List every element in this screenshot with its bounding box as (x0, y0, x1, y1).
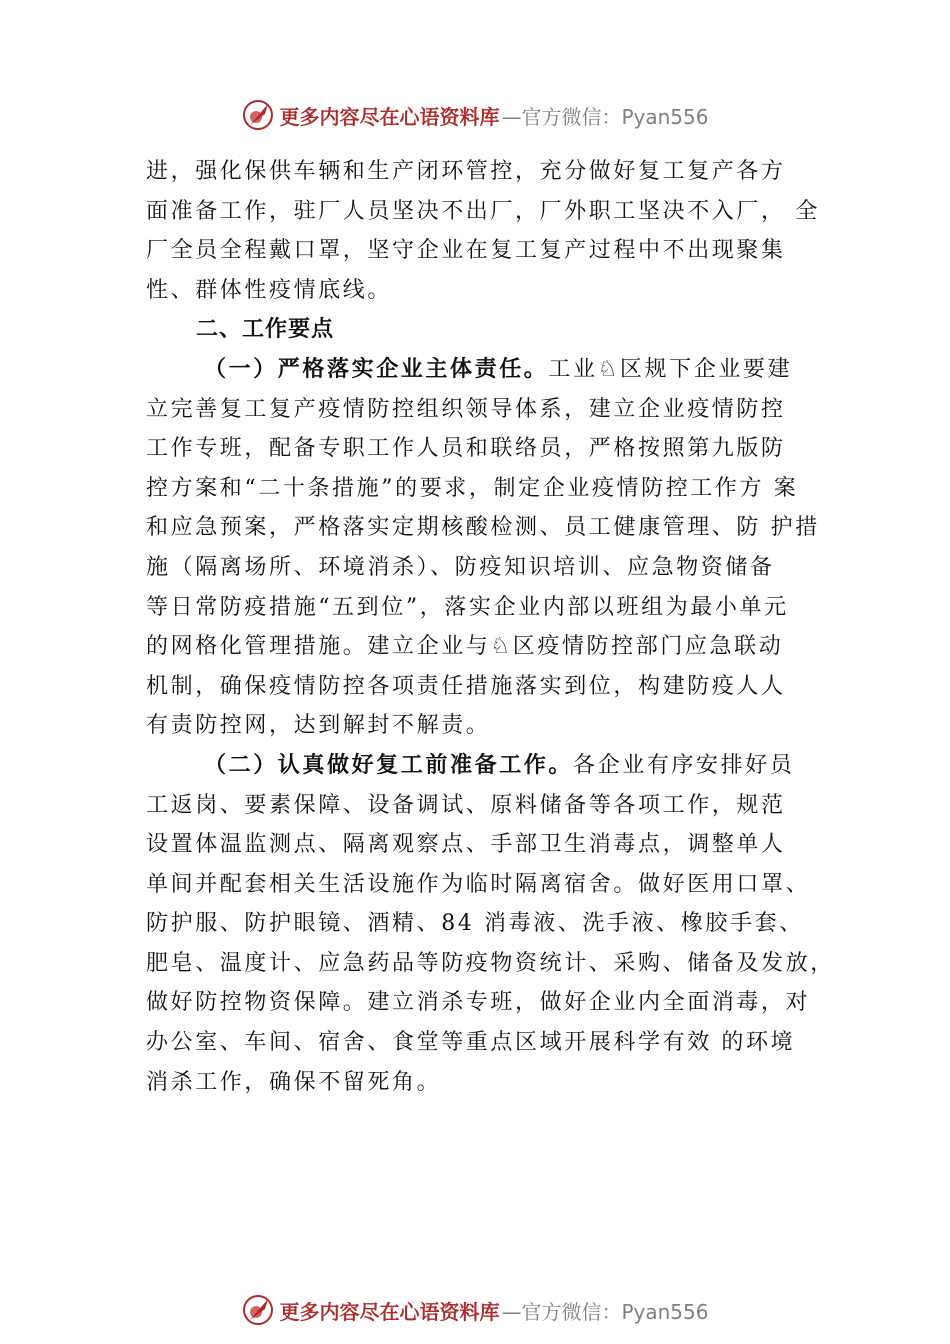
paragraph-line: 设置体温监测点、隔离观察点、手部卫生消毒点，调整单人 (146, 832, 786, 858)
paragraph-line: 控方案和“二十条措施”的要求，制定企业疫情防控工作方 案 (146, 475, 799, 501)
watermark-contact-text: —官方微信：Pyan556 (501, 1299, 709, 1324)
paragraph-line: 工返岗、要素保障、设备调试、原料储备等各项工作，规范 (146, 792, 786, 818)
paragraph-line: 机制，确保疫情防控各项责任措施落实到位，构建防疫人人 (146, 673, 786, 699)
footer-watermark (0, 1290, 950, 1330)
section-2-first-line-text: 各企业有序安排好员 (573, 752, 795, 778)
paragraph-line: 消杀工作，确保不留死角。 (146, 1069, 442, 1095)
section-1-title: （一）严格落实企业主体责任。 (204, 355, 549, 382)
paragraph-line: 肥皂、温度计、应急药品等防疫物资统计、采购、储备及发放， (146, 950, 835, 976)
paragraph-line: 办公室、车间、宿舍、食堂等重点区域开展科学有效 的环境 (146, 1030, 796, 1056)
paragraph-line: 面准备工作，驻厂人员坚决不出厂，厂外职工坚决不入厂， 全 (146, 198, 820, 224)
header-watermark (0, 95, 950, 135)
paragraph-line: 防护服、防护眼镜、酒精、84 消毒液、洗手液、橡胶手套、 (146, 911, 804, 937)
paragraph-line: 施（隔离场所、环境消杀）、防疫知识培训、应急物资储备 (146, 554, 775, 580)
document-body (146, 152, 835, 1102)
section-1-first-line (146, 350, 826, 390)
paragraph-line: 有责防控网，达到解封不解责。 (146, 713, 491, 739)
quill-logo-icon (241, 98, 275, 132)
quill-logo-icon (241, 1293, 275, 1327)
section-1-first-line-text: 工业♘区规下企业要建 (548, 356, 793, 382)
section-2-title: （二）认真做好复工前准备工作。 (204, 751, 574, 778)
section-2-first-line (146, 746, 826, 786)
watermark-brand-text: 更多内容尽在心语资料库 (279, 1299, 500, 1324)
paragraph-line: 厂全员全程戴口罩，坚守企业在复工复产过程中不出现聚集 (146, 238, 786, 264)
paragraph-line: 的网格化管理措施。建立企业与♘区疫情防控部门应急联动 (146, 634, 784, 660)
paragraph-line: 做好防控物资保障。建立消杀专班，做好企业内全面消毒，对 (146, 990, 811, 1016)
paragraph-line: 性、群体性疫情底线。 (146, 277, 393, 303)
watermark-contact-text: —官方微信：Pyan556 (501, 104, 709, 129)
watermark-brand-text: 更多内容尽在心语资料库 (279, 104, 500, 129)
paragraph-line: 和应急预案，严格落实定期核酸检测、员工健康管理、防 护措 (146, 515, 820, 541)
section-heading: 二、工作要点 (196, 317, 335, 343)
paragraph-line: 立完善复工复产疫情防控组织领导体系，建立企业疫情防控 (146, 396, 786, 422)
paragraph-line: 等日常防疫措施“五到位”，落实企业内部以班组为最小单元 (146, 594, 789, 620)
paragraph-line: 单间并配套相关生活设施作为临时隔离宿舍。做好医用口罩、 (146, 871, 811, 897)
paragraph-line: 工作专班，配备专职工作人员和联络员，严格按照第九版防 (146, 436, 786, 462)
paragraph-line: 进，强化保供车辆和生产闭环管控，充分做好复工复产各方 (146, 159, 786, 184)
